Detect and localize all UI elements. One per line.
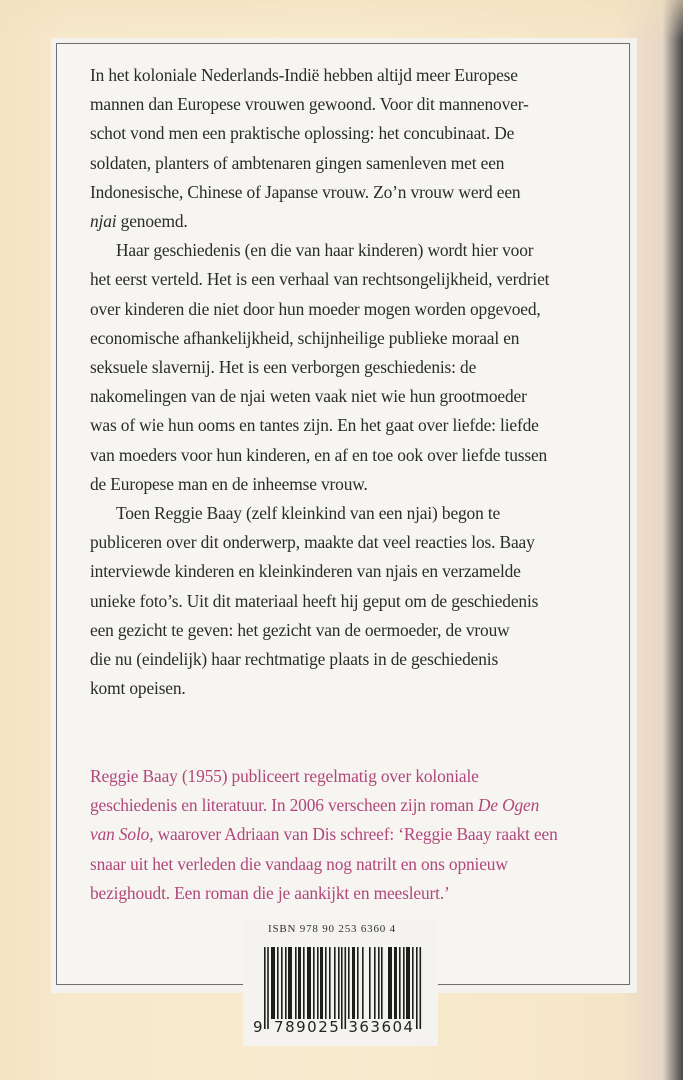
blurb-line: van moeders voor hun kinderen, en af en toe ook over liefde tussen [90,444,548,465]
blurb-line: een gezicht te geven: het gezicht van de oermoeder, de vrouw [90,619,510,640]
blurb-line: Toen Reggie Baay (zelf kleinkind van een njai) begon te [116,503,501,524]
bio-line: snaar uit het verleden die vandaag nog natrilt en ons opnieuw [90,853,508,874]
barcode-lead-digit: 9 [253,1018,265,1036]
blurb-text: genoemd. [116,211,188,232]
isbn-label: ISBN 978 90 253 6360 4 [268,923,396,935]
blurb-line: economische afhankelijkheid, schijnheilige publieke moraal en [90,327,520,348]
barcode-digits [253,1018,433,1036]
blurb-line: over kinderen die niet door hun moeder mogen worden opgevoed, [90,298,541,319]
novel-title-italic: De Ogen [477,795,540,816]
blurb-paragraph-1 [90,61,630,236]
blurb-line: publiceren over dit onderwerp, maakte dat veel reacties los. Baay [90,532,535,553]
barcode-icon [264,947,424,1029]
blurb-line: In het koloniale Nederlands-Indië hebben altijd meer Europese [90,65,518,85]
blurb-line: interviewde kinderen en kleinkinderen van njais en verzamelde [90,561,521,582]
bio-text: , waarover Adriaan van Dis schreef: ‘Reggie Baay raakt een [149,824,558,845]
bio-line [90,791,630,820]
barcode-group-2: 363604 [348,1018,415,1036]
blurb [90,61,630,703]
blurb-line: seksuele slavernij. Het is een verborgen geschiedenis: de [90,357,477,378]
bio-line: bezighoudt. Een roman die je aankijkt en meesleurt.’ [90,882,450,903]
author-bio [90,762,630,908]
blurb-line: Haar geschiedenis (en die van haar kinderen) wordt hier voor [116,240,534,261]
novel-title-italic: van Solo [90,824,150,845]
bio-text: geschiedenis en literatuur. In 2006 verscheen zijn roman [90,795,478,816]
bio-line: Reggie Baay (1955) publiceert regelmatig over koloniale [90,766,479,786]
blurb-line [90,207,630,236]
blurb-paragraph-2 [90,236,630,499]
blurb-line: het eerst verteld. Het is een verhaal van rechtsongelijkheid, verdriet [90,269,550,290]
blurb-line: Indonesische, Chinese of Japanse vrouw. Zo’n vrouw werd een [90,181,521,202]
cover-background [0,0,683,40]
blurb-line: was of wie hun ooms en tantes zijn. En het gaat over liefde: liefde [90,415,539,436]
blurb-line: schot vond men een praktische oplossing: het concubinaat. De [90,123,515,144]
blurb-line: nakomelingen van de njai weten vaak niet wie hun grootmoeder [90,386,527,407]
blurb-paragraph-3 [90,499,630,703]
blurb-line: unieke foto’s. Uit dit materiaal heeft hij geput om de geschiedenis [90,590,539,611]
bio-line [90,820,630,849]
blurb-line: de Europese man en de inheemse vrouw. [90,473,368,494]
blurb-line: komt opeisen. [90,678,186,699]
blurb-line: mannen dan Europese vrouwen gewoond. Voor dit mannenover- [90,94,529,115]
blurb-line: die nu (eindelijk) haar rechtmatige plaats in de geschiedenis [90,649,499,670]
barcode-group-1: 789025 [274,1018,341,1036]
blurb-line: soldaten, planters of ambtenaren gingen samenleven met een [90,152,505,173]
njai-italic: njai [90,211,117,232]
